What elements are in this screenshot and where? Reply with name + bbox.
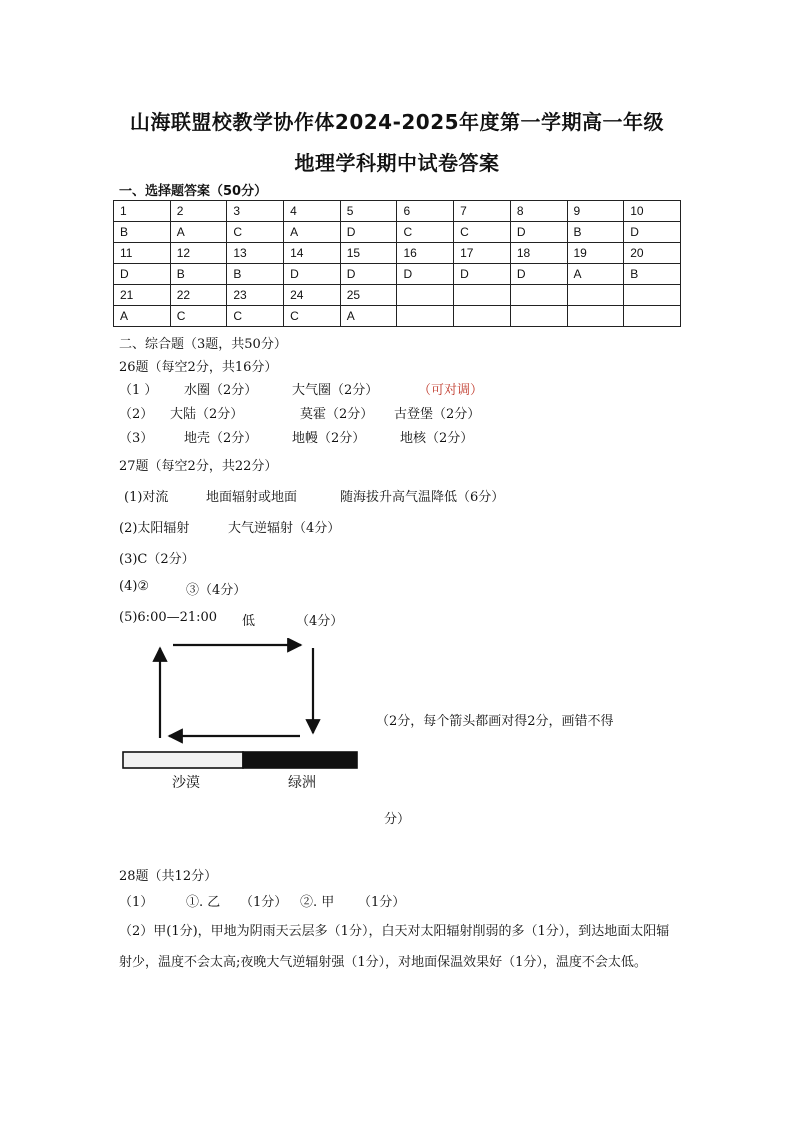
table-cell: C	[227, 222, 284, 243]
table-cell: 12	[170, 243, 227, 264]
q27-p5-b: 低	[242, 614, 256, 629]
table-cell: B	[170, 264, 227, 285]
q26-r3-b: 地幔（2分）	[292, 431, 366, 446]
table-cell: 25	[340, 285, 397, 306]
q27-p5-a: (5)6:00—21:00	[119, 610, 218, 625]
q26-r3-num: （3）	[119, 431, 154, 446]
q28-p1-a: ①. 乙	[186, 895, 221, 910]
q27-diagram-note-b: 分）	[384, 812, 411, 827]
table-cell: B	[567, 222, 624, 243]
q28-p1-d: （1分）	[358, 895, 406, 910]
table-cell: C	[454, 222, 511, 243]
q27-p1-c: 随海拔升高气温降低（6分）	[340, 490, 505, 505]
table-row	[114, 243, 681, 264]
table-cell	[624, 285, 681, 306]
q27-p1-a: (1)对流	[124, 490, 169, 505]
section2-heading: 二、综合题（3题，共50分）	[119, 337, 287, 352]
q26-r2-c: 古登堡（2分）	[394, 407, 481, 422]
q27-title: 27题（每空2分，共22分）	[119, 459, 278, 474]
table-cell: 1	[114, 201, 171, 222]
table-cell: 21	[114, 285, 171, 306]
table-cell: B	[227, 264, 284, 285]
table-cell	[510, 306, 567, 327]
table-row	[114, 264, 681, 285]
table-cell: D	[510, 264, 567, 285]
table-cell: D	[510, 222, 567, 243]
title-line-1: 山海联盟校教学协作体2024-2025年度第一学期高一年级	[129, 110, 665, 134]
q26-r1-note: （可对调）	[418, 383, 484, 398]
q28-p1-c: ②. 甲	[300, 895, 335, 910]
table-cell: 24	[284, 285, 341, 306]
q26-r1-b: 大气圈（2分）	[292, 383, 379, 398]
table-cell: 14	[284, 243, 341, 264]
table-cell	[624, 306, 681, 327]
table-cell: 6	[397, 201, 454, 222]
q26-r3-a: 地壳（2分）	[184, 431, 258, 446]
answer-table	[113, 200, 681, 327]
q27-p1-b: 地面辐射或地面	[206, 490, 298, 505]
q27-p2-a: (2)太阳辐射	[119, 521, 190, 536]
table-cell: D	[624, 222, 681, 243]
desert-label: 沙漠	[172, 775, 200, 791]
q26-r3-c: 地核（2分）	[400, 431, 474, 446]
title-line-2: 地理学科期中试卷答案	[294, 151, 500, 175]
table-cell: A	[567, 264, 624, 285]
table-cell	[510, 285, 567, 306]
circulation-diagram	[115, 638, 365, 773]
table-cell	[567, 285, 624, 306]
table-cell: 10	[624, 201, 681, 222]
table-cell: B	[624, 264, 681, 285]
table-cell: 22	[170, 285, 227, 306]
q27-p4-b: ③（4分）	[186, 583, 247, 598]
table-cell	[454, 285, 511, 306]
table-cell: 2	[170, 201, 227, 222]
table-cell: 3	[227, 201, 284, 222]
table-cell: B	[114, 222, 171, 243]
q26-title: 26题（每空2分，共16分）	[119, 360, 278, 375]
table-cell: 18	[510, 243, 567, 264]
oasis-bar	[243, 752, 357, 768]
q27-diagram-note-a: （2分，每个箭头都画对得2分，画错不得	[376, 714, 614, 729]
table-cell: D	[340, 222, 397, 243]
q28-title: 28题（共12分）	[119, 869, 218, 884]
table-cell: 13	[227, 243, 284, 264]
table-cell: A	[284, 222, 341, 243]
table-cell: D	[397, 264, 454, 285]
table-cell	[397, 285, 454, 306]
table-cell: A	[170, 222, 227, 243]
table-cell: D	[340, 264, 397, 285]
table-cell: C	[227, 306, 284, 327]
q27-p4-a: (4)②	[119, 579, 150, 594]
table-cell: 15	[340, 243, 397, 264]
q28-p1-b: （1分）	[240, 895, 288, 910]
table-cell: C	[284, 306, 341, 327]
q26-r2-num: （2）	[119, 407, 154, 422]
table-cell: 5	[340, 201, 397, 222]
table-row	[114, 306, 681, 327]
q27-p2-b: 大气逆辐射（4分）	[228, 521, 341, 536]
q26-r2-b: 莫霍（2分）	[300, 407, 374, 422]
table-cell: C	[170, 306, 227, 327]
q26-r1-num: （1 ）	[119, 383, 158, 398]
table-cell: 19	[567, 243, 624, 264]
table-cell: A	[340, 306, 397, 327]
q28-p2: （2）甲(1分)，甲地为阴雨天云层多（1分），白天对太阳辐射削弱的多（1分），到达地面太阳辐射少，温度不会太高;夜晚大气逆辐射强（1分），对地面保温效果好（1分），温度不会太低。	[119, 924, 670, 970]
table-row	[114, 201, 681, 222]
oasis-label: 绿洲	[288, 775, 316, 791]
q27-p3: (3)C（2分）	[119, 552, 195, 567]
table-cell: 11	[114, 243, 171, 264]
table-cell: 20	[624, 243, 681, 264]
table-row	[114, 222, 681, 243]
table-cell: D	[114, 264, 171, 285]
desert-bar	[123, 752, 243, 768]
table-cell: C	[397, 222, 454, 243]
table-cell: A	[114, 306, 171, 327]
table-cell: 7	[454, 201, 511, 222]
q26-r2-a: 大陆（2分）	[170, 407, 244, 422]
table-cell: 17	[454, 243, 511, 264]
section1-heading: 一、选择题答案（50分）	[119, 184, 268, 199]
table-cell: 4	[284, 201, 341, 222]
table-cell: 16	[397, 243, 454, 264]
table-cell: D	[454, 264, 511, 285]
table-row	[114, 285, 681, 306]
table-cell: D	[284, 264, 341, 285]
table-cell: 9	[567, 201, 624, 222]
table-cell	[567, 306, 624, 327]
table-cell	[397, 306, 454, 327]
q28-p1-num: （1）	[119, 895, 154, 910]
table-cell: 23	[227, 285, 284, 306]
q27-p5-c: （4分）	[296, 614, 344, 629]
table-cell	[454, 306, 511, 327]
table-cell: 8	[510, 201, 567, 222]
q26-r1-a: 水圈（2分）	[184, 383, 258, 398]
